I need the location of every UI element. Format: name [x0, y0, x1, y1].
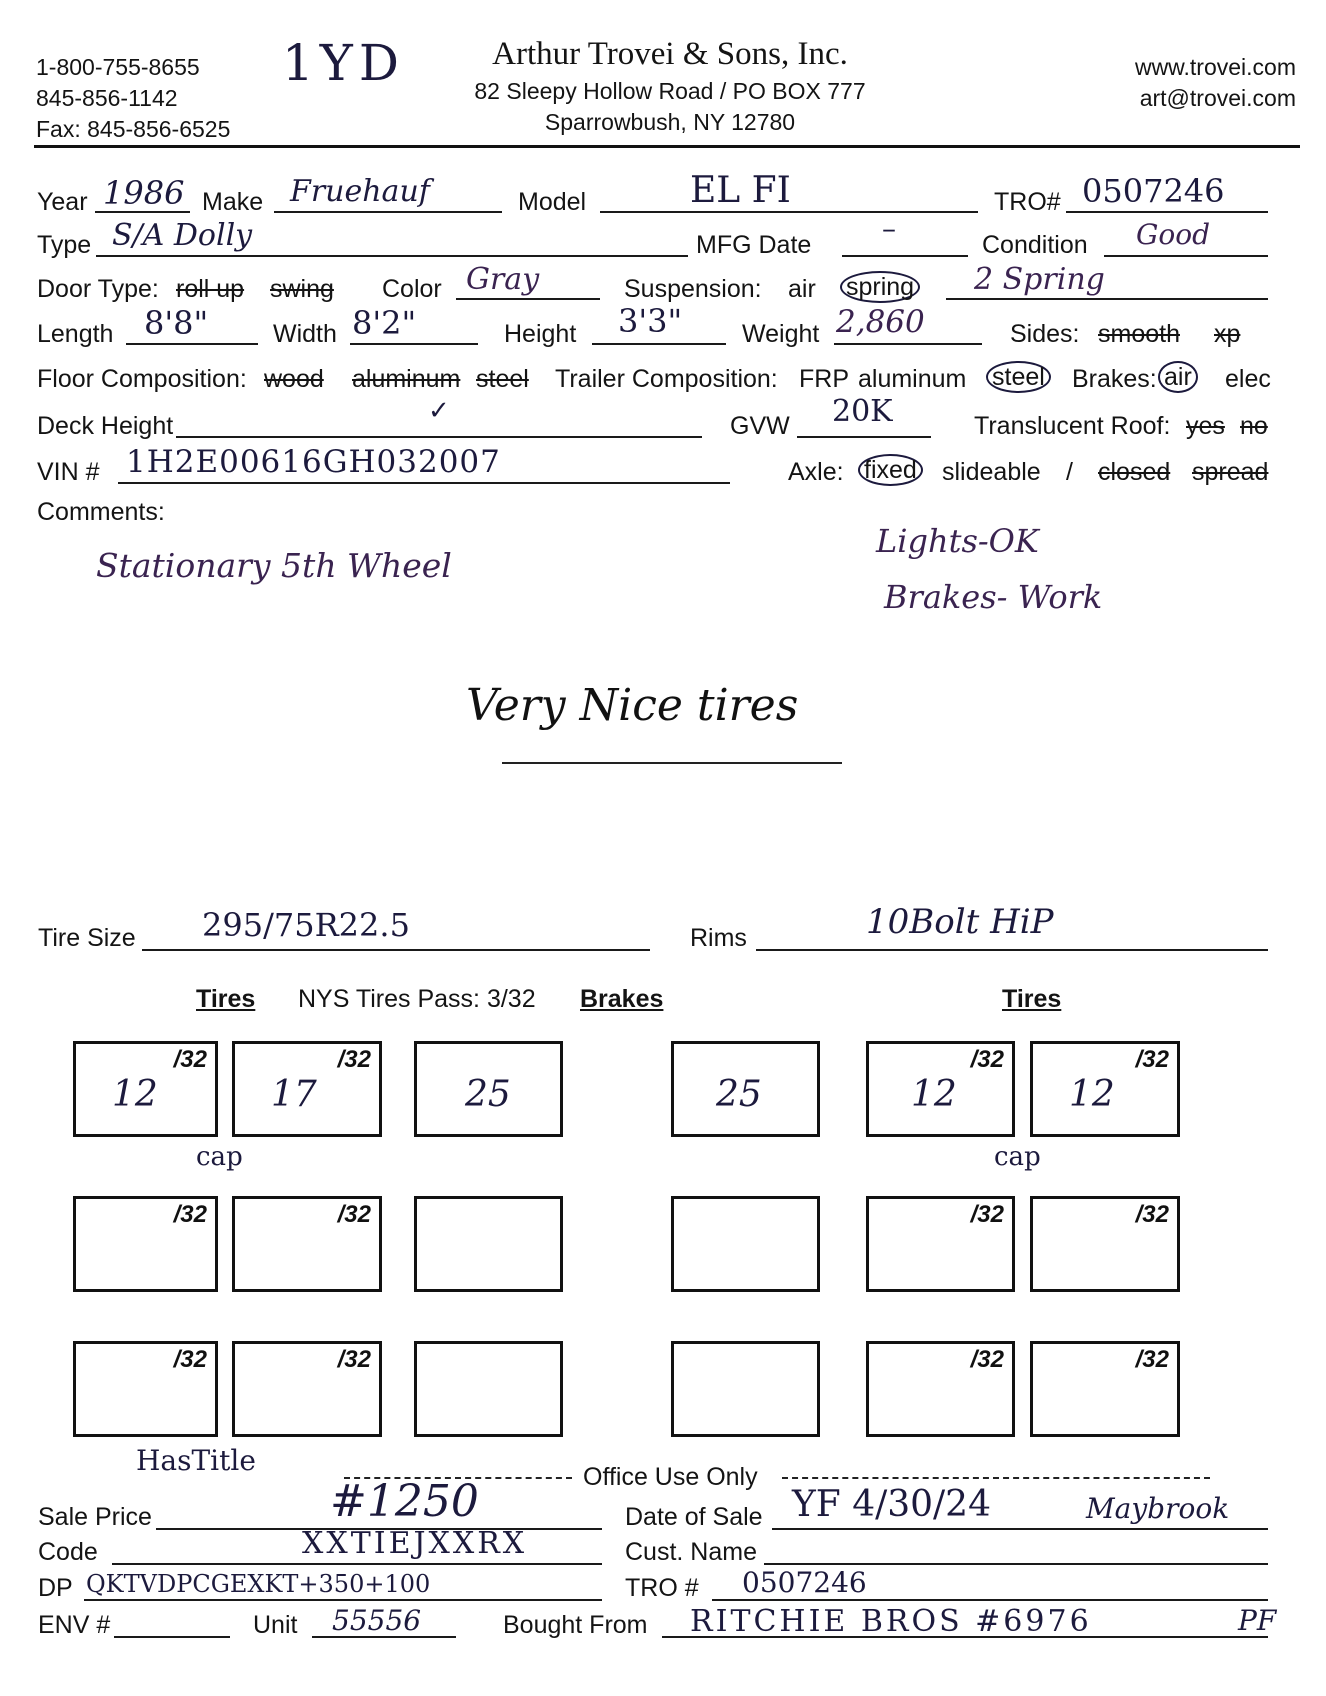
floor-wood-option[interactable]: wood — [264, 365, 324, 393]
date-of-sale-value[interactable]: YF 4/30/24 — [792, 1484, 991, 1525]
code-label: Code — [38, 1538, 98, 1566]
suspension-air-option[interactable]: air — [788, 275, 816, 303]
suspension-note-line — [946, 298, 1268, 300]
trailer-comp-steel-option[interactable] — [986, 363, 1051, 392]
tread-fraction-label: /32 — [337, 1046, 371, 1073]
tro-line — [1066, 211, 1268, 213]
has-title-note[interactable]: HasTitle — [136, 1444, 256, 1477]
header-divider — [34, 145, 1300, 148]
brakes-air-option[interactable] — [1158, 363, 1198, 392]
tire-box-r2-c1[interactable] — [73, 1196, 218, 1292]
dp-value[interactable]: QKTVDPCGEXKT+350+100 — [86, 1570, 431, 1598]
model-line — [600, 211, 978, 213]
type-value[interactable]: S/A Dolly — [112, 218, 253, 253]
tread-fraction-label: /32 — [1135, 1346, 1169, 1373]
width-label: Width — [273, 320, 337, 348]
type-line — [96, 255, 688, 257]
width-value[interactable]: 8'2" — [352, 304, 417, 342]
mfg-date-value[interactable]: – — [882, 212, 896, 245]
office-divider-right — [782, 1477, 1210, 1479]
brake-box-r2-right[interactable] — [671, 1196, 820, 1292]
tires-right-header: Tires — [1002, 985, 1062, 1013]
nys-tires-pass-note: NYS Tires Pass: 3/32 — [298, 985, 536, 1013]
tro2-line — [712, 1599, 1268, 1601]
length-label: Length — [37, 320, 114, 348]
tire-box-r2-c5[interactable] — [866, 1196, 1015, 1292]
comment-lights-ok[interactable]: Lights-OK — [876, 522, 1039, 560]
code-line — [112, 1563, 602, 1565]
tire-box-r1-c2[interactable] — [232, 1041, 382, 1137]
axle-spread-option[interactable]: spread — [1192, 458, 1269, 486]
tro-value[interactable]: 0507246 — [1082, 172, 1225, 210]
date-of-sale-label: Date of Sale — [625, 1503, 763, 1531]
tire-size-line — [142, 949, 650, 951]
handwritten-lot-number: 1YD — [282, 34, 405, 92]
company-website[interactable]: www.trovei.com — [1134, 54, 1296, 80]
make-value[interactable]: Fruehauf — [290, 174, 430, 209]
gvw-label: GVW — [730, 412, 790, 440]
color-value[interactable]: Gray — [466, 262, 540, 297]
length-line — [126, 343, 258, 345]
brake-box-r1-right[interactable] — [671, 1041, 820, 1137]
floor-steel-option[interactable]: steel — [476, 365, 529, 393]
height-label: Height — [504, 320, 577, 348]
rims-value[interactable]: 10Bolt HiP — [866, 902, 1054, 942]
tire-size-label: Tire Size — [38, 924, 136, 952]
tires-left-header: Tires — [196, 985, 256, 1013]
sides-label: Sides: — [1010, 320, 1080, 348]
condition-value[interactable]: Good — [1136, 218, 1211, 251]
comments-label: Comments: — [37, 498, 165, 526]
axle-fixed-option[interactable] — [858, 456, 923, 485]
tread-fraction-label: /32 — [173, 1046, 207, 1073]
condition-line — [1104, 255, 1268, 257]
spring-selected-circle: spring — [840, 271, 920, 303]
cap-note-right[interactable]: cap — [994, 1142, 1041, 1172]
floor-composition-label: Floor Composition: — [37, 365, 247, 393]
tread-depth-value: 17 — [271, 1074, 317, 1115]
sale-location-value[interactable]: Maybrook — [1086, 1492, 1230, 1525]
company-email[interactable]: art@trovei.com — [1139, 85, 1296, 111]
tro-label: TRO# — [994, 188, 1061, 216]
door-type-swing-option[interactable]: swing — [270, 275, 334, 303]
brakes-column-header: Brakes — [580, 985, 664, 1013]
suspension-label: Suspension: — [624, 275, 762, 303]
height-value[interactable]: 3'3" — [618, 302, 683, 340]
inspector-initials[interactable]: PF — [1238, 1604, 1277, 1637]
cust-name-label: Cust. Name — [625, 1538, 757, 1566]
fax-number: Fax: 845-856-6525 — [36, 116, 231, 142]
tread-fraction-label: /32 — [1135, 1046, 1169, 1073]
tire-box-r2-c6[interactable] — [1030, 1196, 1180, 1292]
dp-line — [84, 1599, 602, 1601]
weight-line — [834, 343, 982, 345]
bought-from-value[interactable]: RITCHIE BROS #6976 — [690, 1604, 1092, 1639]
tread-fraction-label: /32 — [337, 1346, 371, 1373]
brakes-elec-option[interactable]: elec — [1225, 365, 1271, 393]
axle-separator: / — [1066, 458, 1073, 486]
make-label: Make — [202, 188, 264, 216]
tread-fraction-label: /32 — [173, 1346, 207, 1373]
tire-box-r1-c1[interactable] — [73, 1041, 218, 1137]
env-label: ENV # — [38, 1611, 111, 1639]
date-of-sale-line — [772, 1528, 1268, 1530]
tread-fraction-label: /32 — [1135, 1201, 1169, 1228]
height-line — [592, 343, 726, 345]
air-selected-circle: air — [1158, 361, 1198, 393]
mfg-date-line — [842, 255, 968, 257]
tire-size-value[interactable]: 295/75R22.5 — [202, 906, 410, 944]
tro2-value[interactable]: 0507246 — [742, 1566, 867, 1599]
brake-value: 25 — [716, 1074, 762, 1115]
trailer-comp-frp-option[interactable]: FRP — [799, 365, 849, 393]
weight-label: Weight — [742, 320, 820, 348]
phone-local: 845-856-1142 — [36, 85, 178, 111]
tread-depth-value: 12 — [911, 1074, 957, 1115]
year-value[interactable]: 1986 — [103, 174, 185, 212]
gvw-line — [797, 436, 931, 438]
comment-brakes-work[interactable]: Brakes- Work — [884, 578, 1103, 616]
color-label: Color — [382, 275, 442, 303]
code-value[interactable]: XXTIEJXXRX — [302, 1526, 528, 1561]
vin-label: VIN # — [37, 458, 100, 486]
sides-xp-option[interactable]: xp — [1214, 320, 1241, 348]
tire-box-r3-c1[interactable] — [73, 1341, 218, 1437]
year-label: Year — [37, 188, 88, 216]
rims-line — [756, 949, 1268, 951]
brake-box-r3-right[interactable] — [671, 1341, 820, 1437]
tire-box-r1-c6[interactable] — [1030, 1041, 1180, 1137]
color-line — [456, 298, 600, 300]
company-name: Arthur Trovei & Sons, Inc. — [492, 36, 848, 72]
unit-value[interactable]: 55556 — [332, 1604, 422, 1637]
tread-fraction-label: /32 — [173, 1201, 207, 1228]
sale-price-label: Sale Price — [38, 1503, 152, 1531]
brake-box-r1-left[interactable] — [414, 1041, 563, 1137]
suspension-spring-option[interactable] — [840, 273, 920, 302]
width-line — [350, 343, 478, 345]
type-label: Type — [37, 231, 92, 259]
deck-height-checkmark[interactable]: ✓ — [428, 396, 450, 426]
phone-tollfree: 1-800-755-8655 — [36, 54, 200, 80]
office-use-only-label: Office Use Only — [583, 1463, 758, 1491]
deck-height-label: Deck Height — [37, 412, 174, 440]
comment-very-nice-tires[interactable]: Very Nice tires — [466, 680, 799, 731]
comment-underline — [502, 762, 842, 764]
cap-note-left[interactable]: cap — [196, 1142, 243, 1172]
tire-box-r2-c2[interactable] — [232, 1196, 382, 1292]
tread-fraction-label: /32 — [970, 1046, 1004, 1073]
trailer-composition-label: Trailer Composition: — [555, 365, 778, 393]
gvw-value[interactable]: 20K — [832, 394, 893, 429]
weight-value[interactable]: 2,860 — [836, 304, 925, 340]
translucent-roof-no-option[interactable]: no — [1240, 412, 1268, 440]
tread-fraction-label: /32 — [970, 1346, 1004, 1373]
axle-slideable-option[interactable]: slideable — [942, 458, 1041, 486]
tro2-label: TRO # — [625, 1574, 699, 1602]
translucent-roof-label: Translucent Roof: — [974, 412, 1171, 440]
model-value[interactable]: EL FI — [690, 170, 791, 211]
translucent-roof-yes-option[interactable]: yes — [1186, 412, 1225, 440]
tread-depth-value: 12 — [112, 1074, 158, 1115]
cust-name-line — [764, 1563, 1268, 1565]
deck-height-line — [176, 436, 702, 438]
brake-box-r2-left[interactable] — [414, 1196, 563, 1292]
trailer-comp-aluminum-option[interactable]: aluminum — [858, 365, 967, 393]
model-label: Model — [518, 188, 587, 216]
axle-closed-option[interactable]: closed — [1098, 458, 1171, 486]
tire-box-r3-c2[interactable] — [232, 1341, 382, 1437]
make-line — [274, 211, 502, 213]
condition-label: Condition — [982, 231, 1088, 259]
dp-label: DP — [38, 1574, 73, 1602]
door-type-rollup-option[interactable]: roll up — [176, 275, 245, 303]
tire-box-r3-c6[interactable] — [1030, 1341, 1180, 1437]
tread-depth-value: 12 — [1069, 1074, 1115, 1115]
bought-from-label: Bought From — [503, 1611, 648, 1639]
brake-value: 25 — [465, 1074, 511, 1115]
mfg-date-label: MFG Date — [696, 231, 812, 259]
env-line — [114, 1636, 230, 1638]
tire-box-r3-c5[interactable] — [866, 1341, 1015, 1437]
company-address-line2: Sparrowbush, NY 12780 — [544, 109, 796, 135]
steel-selected-circle: steel — [986, 361, 1051, 393]
door-type-label: Door Type: — [37, 275, 159, 303]
sale-price-value[interactable]: #1250 — [330, 1476, 479, 1527]
tread-fraction-label: /32 — [337, 1201, 371, 1228]
tread-fraction-label: /32 — [970, 1201, 1004, 1228]
floor-aluminum-option[interactable]: aluminum — [352, 365, 461, 393]
unit-label: Unit — [253, 1611, 298, 1639]
company-address-line1: 82 Sleepy Hollow Road / PO BOX 777 — [474, 78, 866, 104]
suspension-note-value[interactable]: 2 Spring — [974, 262, 1105, 297]
brake-box-r3-left[interactable] — [414, 1341, 563, 1437]
comment-stationary-5th-wheel[interactable]: Stationary 5th Wheel — [96, 546, 452, 585]
axle-label: Axle: — [788, 458, 844, 486]
sides-smooth-option[interactable]: smooth — [1098, 320, 1180, 348]
fixed-selected-circle: fixed — [858, 454, 923, 486]
brakes-label: Brakes: — [1072, 365, 1157, 393]
tire-box-r1-c5[interactable] — [866, 1041, 1015, 1137]
vin-value[interactable]: 1H2E00616GH032007 — [126, 444, 501, 480]
rims-label: Rims — [690, 924, 747, 952]
vin-line — [118, 482, 730, 484]
length-value[interactable]: 8'8" — [144, 304, 209, 342]
